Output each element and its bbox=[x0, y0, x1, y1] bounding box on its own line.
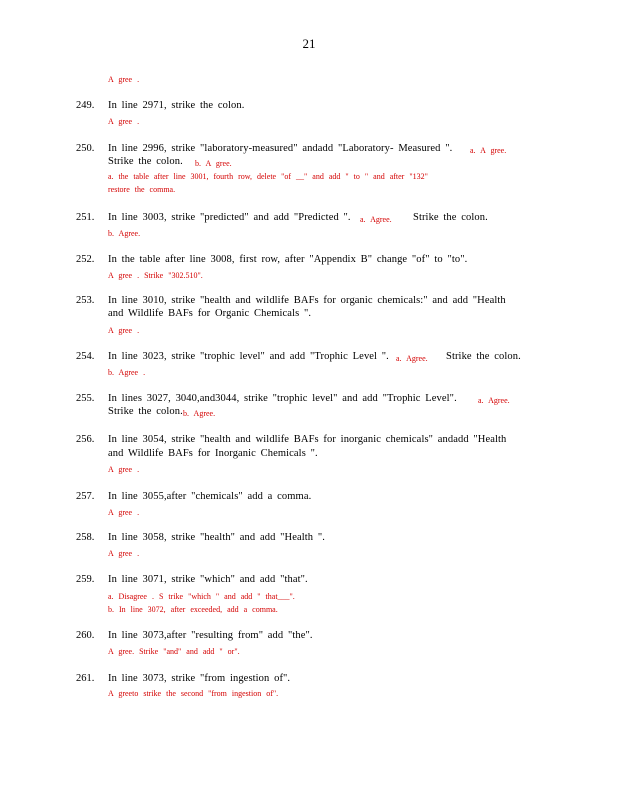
item-text: In line 2971, strike the colon. bbox=[108, 100, 245, 111]
item-number: 257. bbox=[76, 491, 95, 502]
item-text: In line 3003, strike "predicted" and add "Predicted ". bbox=[108, 212, 351, 223]
item-inline-note: b. A gree. bbox=[195, 159, 232, 168]
item-number: 249. bbox=[76, 100, 95, 111]
item-text: In line 3073, strike "from ingestion of". bbox=[108, 673, 291, 684]
item-note: A gree . bbox=[108, 465, 140, 474]
item-note: a. the table after line 3001, fourth row, delete "of __" and add " to " and after "132" bbox=[108, 172, 428, 181]
item-note: A gree . Strike "302.510". bbox=[108, 271, 203, 280]
item-text: In line 3073,after "resulting from" add "the". bbox=[108, 630, 313, 641]
item-note: A gree . bbox=[108, 508, 140, 517]
item-text: Strike the colon. bbox=[446, 351, 521, 362]
pre-note: A gree . bbox=[108, 75, 140, 84]
item-number: 261. bbox=[76, 673, 95, 684]
item-number: 260. bbox=[76, 630, 95, 641]
item-text: In line 3055,after "chemicals" add a comma. bbox=[108, 491, 312, 502]
item-number: 250. bbox=[76, 143, 95, 154]
item-note: b. Agree. bbox=[108, 229, 141, 238]
item-number: 259. bbox=[76, 574, 95, 585]
item-note: A greeto strike the second "from ingestion of". bbox=[108, 689, 279, 698]
item-text: In line 3054, strike "health and wildlife BAFs for inorganic chemicals" andadd "Health bbox=[108, 434, 507, 445]
item-number: 256. bbox=[76, 434, 95, 445]
item-text: In line 3058, strike "health" and add "Health ". bbox=[108, 532, 325, 543]
item-inline-note: a. Agree. bbox=[360, 215, 392, 224]
item-text: Strike the colon. bbox=[108, 156, 183, 167]
item-inline-note: a. Agree. bbox=[396, 354, 428, 363]
item-number: 254. bbox=[76, 351, 95, 362]
item-text: In line 3023, strike "trophic level" and add "Trophic Level ". bbox=[108, 351, 389, 362]
item-inline-note: a. A gree. bbox=[470, 146, 507, 155]
item-note: A gree . bbox=[108, 326, 140, 335]
item-note: a. Disagree . S trike "which " and add " that___". bbox=[108, 592, 295, 601]
item-note: A gree . bbox=[108, 549, 140, 558]
item-inline-note: b. Agree. bbox=[183, 409, 216, 418]
item-text: Strike the colon. bbox=[108, 406, 183, 417]
item-text: In lines 3027, 3040,and3044, strike "trophic level" and add "Trophic Level". bbox=[108, 393, 457, 404]
item-number: 251. bbox=[76, 212, 95, 223]
item-note: A gree. Strike "and" and add " or". bbox=[108, 647, 240, 656]
item-note: b. Agree . bbox=[108, 368, 146, 377]
item-number: 258. bbox=[76, 532, 95, 543]
item-note: restore the comma. bbox=[108, 185, 176, 194]
item-text: In line 3010, strike "health and wildlife BAFs for organic chemicals:" and add "Health bbox=[108, 295, 506, 306]
item-note: A gree . bbox=[108, 117, 140, 126]
item-number: 253. bbox=[76, 295, 95, 306]
item-note: b. In line 3072, after exceeded, add a comma. bbox=[108, 605, 278, 614]
item-text: Strike the colon. bbox=[413, 212, 488, 223]
item-inline-note: a. Agree. bbox=[478, 396, 510, 405]
item-text: and Wildlife BAFs for Organic Chemicals ". bbox=[108, 308, 312, 319]
item-text: and Wildlife BAFs for Inorganic Chemicals ". bbox=[108, 448, 318, 459]
item-number: 255. bbox=[76, 393, 95, 404]
item-text: In line 3071, strike "which" and add "that". bbox=[108, 574, 308, 585]
item-text: In line 2996, strike "laboratory-measured" andadd "Laboratory- Measured ". bbox=[108, 143, 453, 154]
item-text: In the table after line 3008, first row, after "Appendix B" change "of" to "to". bbox=[108, 254, 468, 265]
page-number: 21 bbox=[302, 36, 316, 51]
item-number: 252. bbox=[76, 254, 95, 265]
